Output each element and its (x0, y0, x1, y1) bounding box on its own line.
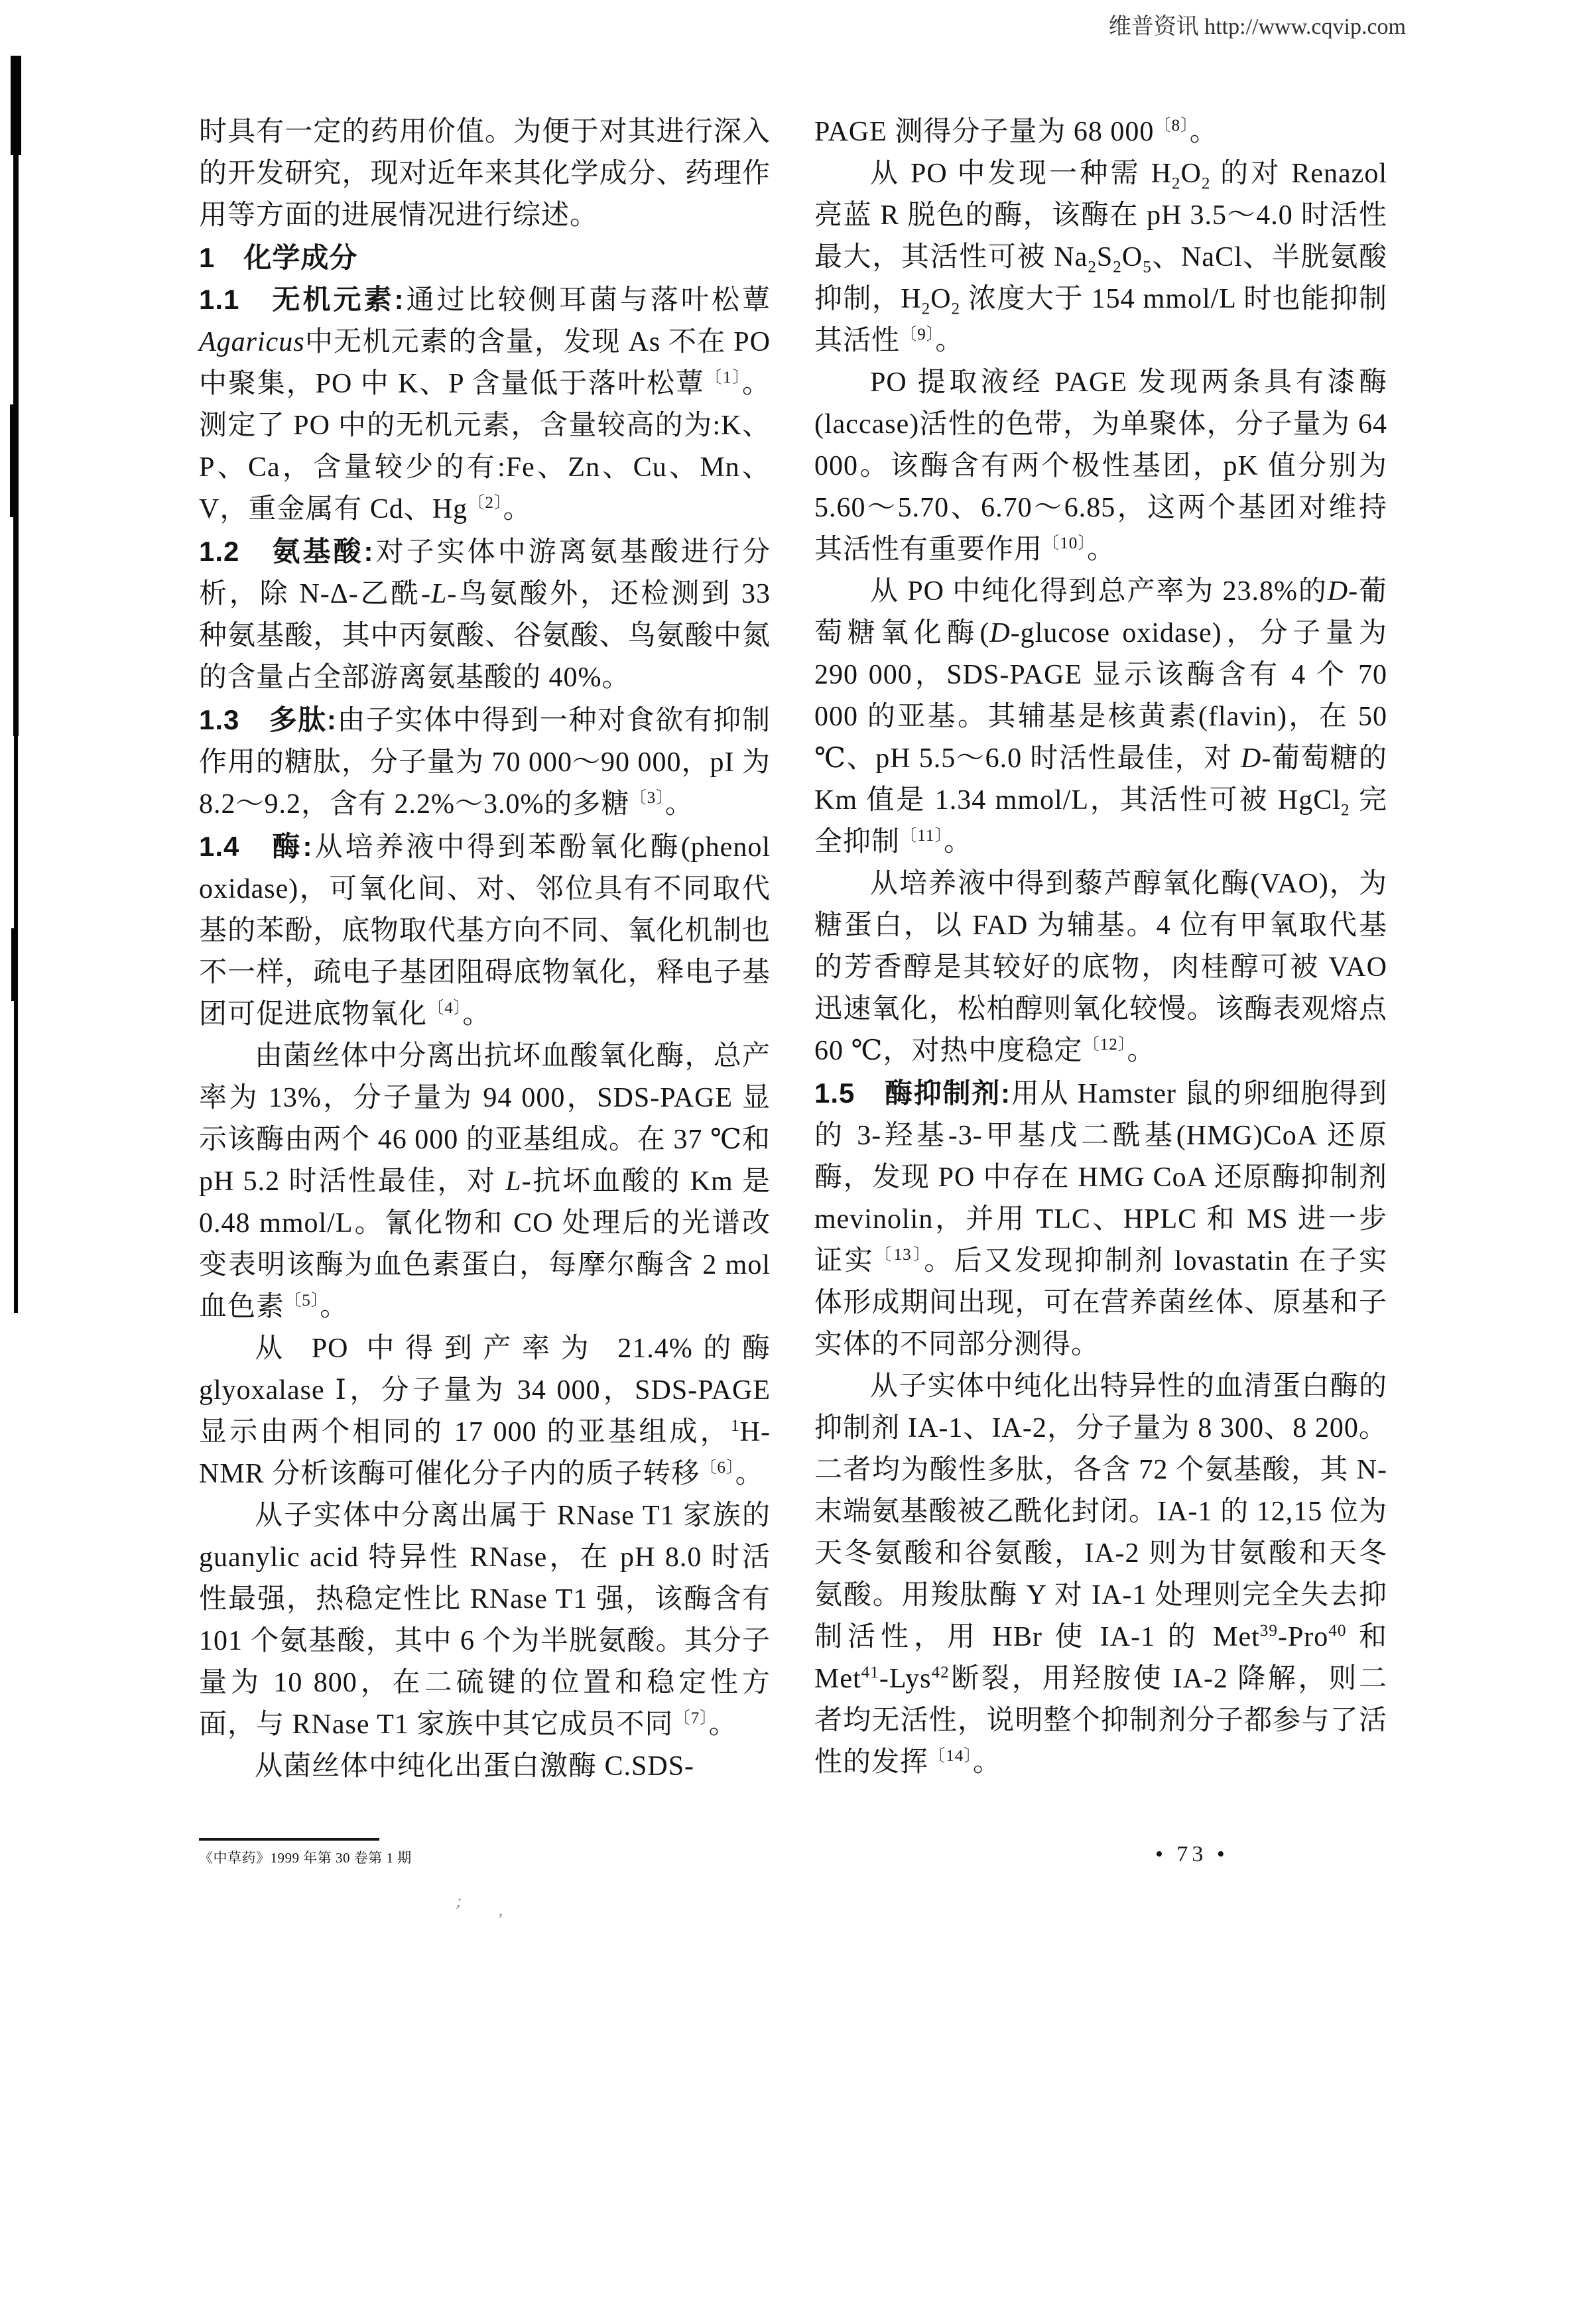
paragraph: 由菌丝体中分离出抗坏血酸氧化酶，总产率为 13%，分子量为 94 000，SDS-PAGE 显示该酶由两个 46 000 的亚基组成。在 37 ℃和 pH 5.2 时活性最佳，对 L-抗坏血酸的 Km 是 0.48 mmol/L。氰化物和 CO 处理后的光谱改变表明该酶为血色素蛋白，每摩尔酶含 2 mol 血色素$^{〔5〕}$。 (199, 1041, 771, 1322)
section-heading: 1 化学成分 (199, 242, 358, 273)
paragraph: PO 提取液经 PAGE 发现两条具有漆酶(laccase)活性的色带，为单聚体，分子量为 64 000。该酶含有两个极性基团，pK 值分别为 5.60～5.70、6.70～6.85，这两个基团对维持其活性有重要作用$^{〔10〕}$。 (814, 367, 1387, 565)
section-paragraph: 1.2 氨基酸:对子实体中游离氨基酸进行分析，除 N-Δ-乙酰-L-鸟氨酸外，还检测到 33 种氨基酸，其中丙氨酸、谷氨酸、鸟氨酸中氮的含量占全部游离氨基酸的 40%。 (199, 536, 771, 693)
section-paragraph: 1.5 酶抑制剂:用从 Hamster 鼠的卵细胞得到的 3-羟基-3-甲基戊二酰基(HMG)CoA 还原酶，发现 PO 中存在 HMG CoA 还原酶抑制剂 mevinolin，并用 TLC、HPLC 和 MS 进一步证实$^{〔13〕}$。后又发现抑制剂 lovastatin 在子实体形成期间出现，可在营养菌丝体、原基和子实体的不同部分测得。 (814, 1077, 1387, 1360)
right-text-column (814, 111, 1387, 1784)
section-paragraph: 1.1 无机元素:通过比较侧耳菌与落叶松蕈Agaricus中无机元素的含量，发现 As 不在 PO 中聚集，PO 中 K、P 含量低于落叶松蕈$^{〔1〕}$。测定了 PO 中的无机元素，含量较高的为:K、P、Ca，含量较少的有:Fe、Zn、Cu、Mn、V，重金属有 Cd、$Hg^{〔2〕}$。 (199, 284, 771, 524)
left-text-column (199, 111, 771, 1788)
paragraph: 从子实体中纯化出特异性的血清蛋白酶的抑制剂 IA-1、IA-2，分子量为 8 300、8 200。二者均为酸性多肽，各含 72 个氨基酸，其 N-末端氨基酸被乙酰化封闭。IA-1 的 12,15 位为天冬氨酸和谷氨酸，IA-2 则为甘氨酸和天冬氨酸。用羧肽酶 Y 对 IA-1 处理则完全失去抑制活性，用 HBr 使 IA-1 的 Met$^{39}$-Pro$^{40}$ 和 Met$^{41}$-Lys$^{42}$断裂，用羟胺使 IA-2 降解，则二者均无活性，说明整个抑制剂分子都参与了活性的发挥$^{〔14〕}$。 (814, 1371, 1387, 1778)
paragraph: 时具有一定的药用价值。为便于对其进行深入的开发研究，现对近年来其化学成分、药理作用等方面的进展情况进行综述。 (199, 117, 771, 231)
paragraph: 从菌丝体中纯化出蛋白激酶 C.SDS- (255, 1751, 695, 1782)
section-label: 1.1 无机元素: (199, 284, 405, 315)
section-label: 1.2 氨基酸: (199, 536, 374, 567)
paragraph: 从 PO 中发现一种需 $H_2O_2$ 的对 Renazol 亮蓝 R 脱色的酶，该酶在 pH 3.5～4.0 时活性最大，其活性可被 $Na_2S_2O_5$、NaCl、半胱氨酸抑制，$H_2O_2$ 浓度大于 154 mmol/L 时也能抑制其活性$^{〔9〕}$。 (814, 158, 1387, 356)
cqvip-watermark: 维普资讯 http://www.cqvip.com (1108, 15, 1406, 39)
scan-stray-marks: ; , (455, 1891, 523, 1924)
section-label: 1.3 多肽: (199, 704, 337, 735)
section-label: 1.4 酶: (199, 831, 313, 862)
paragraph: 从子实体中分离出属于 RNase T1 家族的 guanylic acid 特异性 RNase，在 pH 8.0 时活性最强，热稳定性比 RNase T1 强，该酶含有 101 个氨基酸，其中 6 个为半胱氨酸。其分子量为 10 800，在二硫键的位置和稳定性方面，与 RNase T1 家族中其它成员不同$^{〔7〕}$。 (199, 1500, 771, 1740)
scan-artifact (11, 928, 18, 1001)
section-label: 1.5 酶抑制剂: (814, 1077, 1011, 1109)
paragraph: PAGE 测得分子量为 68 $000^{〔8〕}$。 (814, 117, 1218, 147)
paragraph: 从 PO 中纯化得到总产率为 23.8%的D-葡萄糖氧化酶(D-glucose oxidase)，分子量为 290 000，SDS-PAGE 显示该酶含有 4 个 70 000 的亚基。其辅基是核黄素(flavin)，在 50 ℃、pH 5.5～6.0 时活性最佳，对 D-葡萄糖的 Km 值是 1.34 mmol/L，其活性可被 HgCl$_2$ 完全抑制$^{〔11〕}$。 (814, 576, 1387, 857)
paragraph: 从 PO 中得到产率为 21.4%的酶glyoxalase Ⅰ，分子量为 34 000，SDS-PAGE 显示由两个相同的 17 000 的亚基组成，$^1$H-NMR 分析该酶可催化分子内的质子转移$^{〔6〕}$。 (199, 1333, 771, 1489)
section-paragraph: 1.4 酶:从培养液中得到苯酚氧化酶(phenol oxidase)，可氧化间、对、邻位具有不同取代基的苯酚，底物取代基方向不同、氧化机制也不一样，疏电子基团阻碍底物氧化，释电子基团可促进底物氧化$^{〔4〕}$。 (199, 831, 771, 1030)
scan-artifact (10, 404, 19, 517)
section-paragraph: 1.3 多肽:由子实体中得到一种对食欲有抑制作用的糖肽，分子量为 70 000～90 000，pI 为 8.2～9.2，含有 2.2%～3.0%的多糖$^{〔3〕}$。 (199, 704, 771, 820)
scan-artifact (14, 736, 18, 1313)
paragraph: 从培养液中得到藜芦醇氧化酶(VAO)，为糖蛋白，以 FAD 为辅基。4 位有甲氧取代基的芳香醇是其较好的底物，肉桂醇可被 VAO 迅速氧化，松柏醇则氧化较慢。该酶表观熔点 60 ℃，对热中度稳定$^{〔12〕}$。 (814, 869, 1387, 1066)
footer-journal-line: 《中草药》1999 年第 30 卷第 1 期 (199, 1838, 379, 1867)
page-number: • 73 • (1155, 1842, 1229, 1866)
scan-artifact (11, 56, 21, 155)
